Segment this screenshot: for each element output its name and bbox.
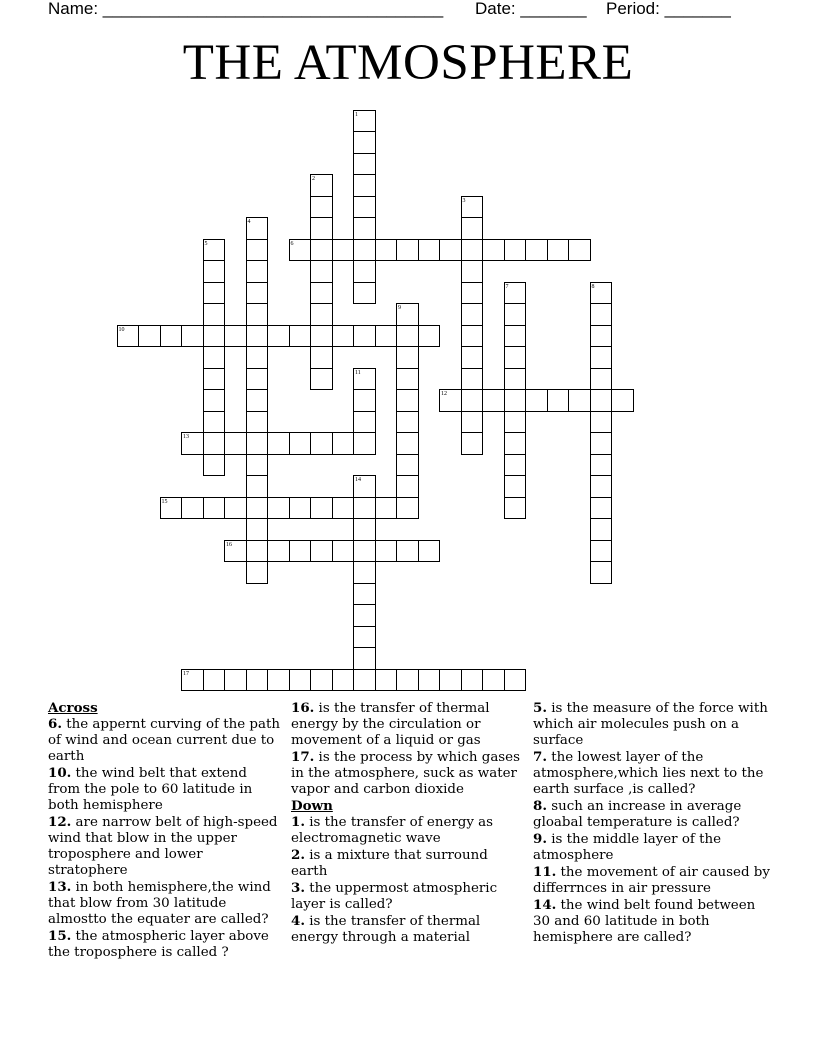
grid-cell[interactable] <box>461 368 484 391</box>
clue-number: 8 <box>591 283 595 290</box>
grid-cell[interactable] <box>353 153 376 176</box>
grid-cell[interactable] <box>353 325 376 348</box>
clue-down-2: 2. is a mixture that surround earth <box>291 847 488 879</box>
grid-cell[interactable] <box>375 239 398 262</box>
grid-cell[interactable] <box>353 282 376 305</box>
grid-cell[interactable] <box>267 325 290 348</box>
grid-cell[interactable] <box>203 389 226 412</box>
clue-across-15: 15. the atmospheric layer above the troposphere is called ? <box>48 928 269 960</box>
grid-cell[interactable] <box>267 669 290 692</box>
grid-cell[interactable] <box>375 540 398 563</box>
grid-cell[interactable] <box>203 260 226 283</box>
grid-cell[interactable] <box>310 282 333 305</box>
grid-cell[interactable] <box>461 346 484 369</box>
grid-cell[interactable] <box>310 432 333 455</box>
grid-cell[interactable] <box>375 325 398 348</box>
clue-down-3: 3. the uppermost atmospheric layer is called? <box>291 880 498 912</box>
clue-down-8: 8. such an increase in average gloabal temperature is called? <box>533 798 742 830</box>
clue-number: 3 <box>462 197 466 204</box>
grid-cell[interactable] <box>289 540 312 563</box>
grid-cell[interactable] <box>439 669 462 692</box>
grid-cell[interactable] <box>418 669 441 692</box>
down-heading: Down <box>291 798 333 814</box>
grid-cell[interactable] <box>353 540 376 563</box>
grid-cell[interactable] <box>504 389 527 412</box>
grid-cell[interactable] <box>482 239 505 262</box>
grid-cell[interactable] <box>590 561 613 584</box>
grid-cell[interactable] <box>246 475 269 498</box>
clue-across-17: 17. is the process by which gases in the atmosphere, suck as water vapor and carbon dioxide <box>291 749 520 797</box>
grid-cell[interactable] <box>353 260 376 283</box>
grid-cell[interactable] <box>310 497 333 520</box>
grid-cell[interactable] <box>203 368 226 391</box>
grid-cell[interactable] <box>611 389 634 412</box>
clue-number: 13 <box>183 434 189 440</box>
grid-cell[interactable] <box>310 346 333 369</box>
grid-cell[interactable] <box>289 669 312 692</box>
grid-cell[interactable] <box>353 411 376 434</box>
across-heading: Across <box>48 700 98 716</box>
clue-number: 12 <box>441 391 447 397</box>
grid-cell[interactable] <box>310 325 333 348</box>
grid-cell[interactable] <box>353 389 376 412</box>
grid-cell[interactable] <box>353 131 376 154</box>
grid-cell[interactable] <box>289 325 312 348</box>
grid-cell[interactable] <box>547 239 570 262</box>
clue-down-7: 7. the lowest layer of the atmosphere,which lies next to the earth surface ,is called? <box>533 749 764 797</box>
clue-number: 16 <box>226 541 232 548</box>
grid-cell[interactable] <box>590 497 613 520</box>
grid-cell[interactable] <box>547 389 570 412</box>
grid-cell[interactable] <box>224 669 247 692</box>
clue-number: 6 <box>290 240 294 247</box>
grid-cell[interactable] <box>461 389 484 412</box>
grid-cell[interactable] <box>461 282 484 305</box>
grid-cell[interactable] <box>332 540 355 563</box>
clue-number: 15 <box>161 498 168 505</box>
grid-cell[interactable] <box>332 239 355 262</box>
grid-cell[interactable] <box>482 669 505 692</box>
grid-cell[interactable] <box>246 454 269 477</box>
page-title: THE ATMOSPHERE <box>182 35 634 91</box>
clue-across-6: 6. the appernt curving of the path of wind and ocean current due to earth <box>48 716 280 764</box>
date-field[interactable]: Date: _______ <box>475 0 587 18</box>
grid-cell[interactable] <box>590 475 613 498</box>
grid-cell[interactable] <box>590 518 613 541</box>
grid-cell[interactable] <box>224 432 247 455</box>
grid-cell[interactable] <box>353 669 376 692</box>
grid-cell[interactable] <box>504 346 527 369</box>
grid-cell[interactable] <box>203 282 226 305</box>
grid-cell[interactable] <box>590 540 613 563</box>
grid-cell[interactable] <box>332 325 355 348</box>
grid-cell[interactable] <box>246 346 269 369</box>
grid-cell[interactable] <box>504 368 527 391</box>
grid-cell[interactable] <box>310 303 333 326</box>
grid-cell[interactable] <box>525 389 548 412</box>
grid-cell[interactable] <box>353 583 376 606</box>
grid-cell[interactable] <box>504 432 527 455</box>
grid-cell[interactable] <box>396 454 419 477</box>
clue-number: 11 <box>355 369 361 376</box>
grid-cell[interactable] <box>353 647 376 670</box>
grid-cell[interactable] <box>396 432 419 455</box>
grid-cell[interactable] <box>224 497 247 520</box>
grid-cell[interactable] <box>224 325 247 348</box>
grid-cell[interactable] <box>353 604 376 627</box>
grid-cell[interactable] <box>396 368 419 391</box>
grid-cell[interactable] <box>461 260 484 283</box>
grid-cell[interactable] <box>504 239 527 262</box>
clue-number: 14 <box>355 477 361 483</box>
grid-cell[interactable] <box>396 389 419 412</box>
grid-cell[interactable] <box>504 475 527 498</box>
grid-cell[interactable] <box>310 368 333 391</box>
grid-cell[interactable] <box>418 239 441 262</box>
clue-down-14: 14. the wind belt found between 30 and 60 latitude in both hemisphere are called? <box>533 897 756 945</box>
clues-column-2 <box>291 700 525 946</box>
clue-number: 7 <box>505 283 509 290</box>
grid-cell[interactable] <box>461 669 484 692</box>
grid-cell[interactable] <box>418 325 441 348</box>
clue-number: 1 <box>355 111 358 118</box>
clue-down-9: 9. is the middle layer of the atmosphere <box>533 831 722 863</box>
grid-cell[interactable] <box>310 540 333 563</box>
grid-cell[interactable] <box>353 432 376 455</box>
grid-cell[interactable] <box>590 411 613 434</box>
grid-cell[interactable] <box>310 260 333 283</box>
clue-across-12: 12. are narrow belt of high-speed wind that blow in the upper troposphere and lower stratophere <box>48 814 278 878</box>
grid-cell[interactable] <box>396 497 419 520</box>
grid-cell[interactable] <box>353 174 376 197</box>
grid-cell[interactable] <box>181 325 204 348</box>
grid-cell[interactable] <box>396 540 419 563</box>
grid-cell[interactable] <box>461 411 484 434</box>
grid-cell[interactable] <box>203 669 226 692</box>
grid-cell[interactable] <box>353 217 376 240</box>
clue-across-10: 10. the wind belt that extend from the pole to 60 latitude in both hemisphere <box>48 765 253 813</box>
grid-cell[interactable] <box>203 497 226 520</box>
grid-cell[interactable] <box>246 432 269 455</box>
grid-cell[interactable] <box>590 346 613 369</box>
grid-cell[interactable] <box>568 389 591 412</box>
grid-cell[interactable] <box>353 626 376 649</box>
grid-cell[interactable] <box>246 561 269 584</box>
grid-cell[interactable] <box>590 325 613 348</box>
grid-cell[interactable] <box>418 540 441 563</box>
grid-cell[interactable] <box>504 325 527 348</box>
grid-cell[interactable] <box>353 497 376 520</box>
clue-down-5: 5. is the measure of the force with which air molecules push on a surface <box>533 700 768 748</box>
grid-cell[interactable] <box>203 454 226 477</box>
grid-cell[interactable] <box>353 196 376 219</box>
grid-cell[interactable] <box>310 196 333 219</box>
clue-number: 2 <box>312 176 315 182</box>
clue-number: 9 <box>398 305 401 311</box>
grid-cell[interactable] <box>375 669 398 692</box>
grid-cell[interactable] <box>246 540 269 563</box>
grid-cell[interactable] <box>332 497 355 520</box>
grid-cell[interactable] <box>246 497 269 520</box>
grid-cell[interactable] <box>375 497 398 520</box>
grid-cell[interactable] <box>267 540 290 563</box>
grid-cell[interactable] <box>461 303 484 326</box>
grid-cell[interactable] <box>246 389 269 412</box>
period-field[interactable]: Period: _______ <box>606 0 731 18</box>
grid-cell[interactable] <box>396 346 419 369</box>
clue-across-16: 16. is the transfer of thermal energy by the circulation or movement of a liquid or gas <box>291 700 490 748</box>
grid-cell[interactable] <box>181 497 204 520</box>
grid-cell[interactable] <box>396 239 419 262</box>
clue-down-1: 1. is the transfer of energy as electromagnetic wave <box>291 814 494 846</box>
grid-cell[interactable] <box>246 411 269 434</box>
grid-cell[interactable] <box>246 669 269 692</box>
grid-cell[interactable] <box>246 368 269 391</box>
grid-cell[interactable] <box>138 325 161 348</box>
grid-cell[interactable] <box>353 561 376 584</box>
grid-cell[interactable] <box>203 325 226 348</box>
grid-cell[interactable] <box>353 518 376 541</box>
grid-cell[interactable] <box>482 389 505 412</box>
grid-cell[interactable] <box>332 669 355 692</box>
clue-down-11: 11. the movement of air caused by differrnces in air pressure <box>533 864 770 896</box>
clues-column-1 <box>48 700 282 961</box>
grid-cell[interactable] <box>310 669 333 692</box>
name-field[interactable]: Name: ____________________________________ <box>48 0 444 18</box>
grid-cell[interactable] <box>590 389 613 412</box>
grid-cell[interactable] <box>590 303 613 326</box>
grid-cell[interactable] <box>396 475 419 498</box>
grid-cell[interactable] <box>203 303 226 326</box>
grid-cell[interactable] <box>590 432 613 455</box>
clues-column-3 <box>533 700 773 946</box>
grid-cell[interactable] <box>504 669 527 692</box>
grid-cell[interactable] <box>504 303 527 326</box>
grid-cell[interactable] <box>461 217 484 240</box>
grid-cell[interactable] <box>246 260 269 283</box>
grid-cell[interactable] <box>246 325 269 348</box>
grid-cell[interactable] <box>267 497 290 520</box>
grid-cell[interactable] <box>310 217 333 240</box>
grid-cell[interactable] <box>504 454 527 477</box>
grid-cell[interactable] <box>590 454 613 477</box>
grid-cell[interactable] <box>590 368 613 391</box>
grid-cell[interactable] <box>203 411 226 434</box>
grid-cell[interactable] <box>461 239 484 262</box>
grid-cell[interactable] <box>246 518 269 541</box>
grid-cell[interactable] <box>353 239 376 262</box>
grid-cell[interactable] <box>504 497 527 520</box>
grid-cell[interactable] <box>332 432 355 455</box>
grid-cell[interactable] <box>525 239 548 262</box>
grid-cell[interactable] <box>396 325 419 348</box>
grid-cell[interactable] <box>246 282 269 305</box>
clue-number: 5 <box>204 240 208 247</box>
grid-cell[interactable] <box>267 432 290 455</box>
grid-cell[interactable] <box>246 239 269 262</box>
grid-cell[interactable] <box>203 346 226 369</box>
grid-cell[interactable] <box>396 411 419 434</box>
grid-cell[interactable] <box>461 325 484 348</box>
clue-across-13: 13. in both hemisphere,the wind that blow from 30 latitude almostto the equater are called? <box>48 879 271 927</box>
grid-cell[interactable] <box>246 303 269 326</box>
grid-cell[interactable] <box>289 432 312 455</box>
grid-cell[interactable] <box>504 411 527 434</box>
clue-number: 4 <box>247 219 251 225</box>
grid-cell[interactable] <box>289 497 312 520</box>
grid-cell[interactable] <box>203 432 226 455</box>
clue-number: 10 <box>118 326 125 333</box>
clue-down-4: 4. is the transfer of thermal energy through a material <box>291 913 481 945</box>
clue-number: 17 <box>183 670 189 677</box>
grid-cell[interactable] <box>439 239 462 262</box>
grid-cell[interactable] <box>160 325 183 348</box>
grid-cell[interactable] <box>568 239 591 262</box>
grid-cell[interactable] <box>310 239 333 262</box>
grid-cell[interactable] <box>461 432 484 455</box>
grid-cell[interactable] <box>396 669 419 692</box>
